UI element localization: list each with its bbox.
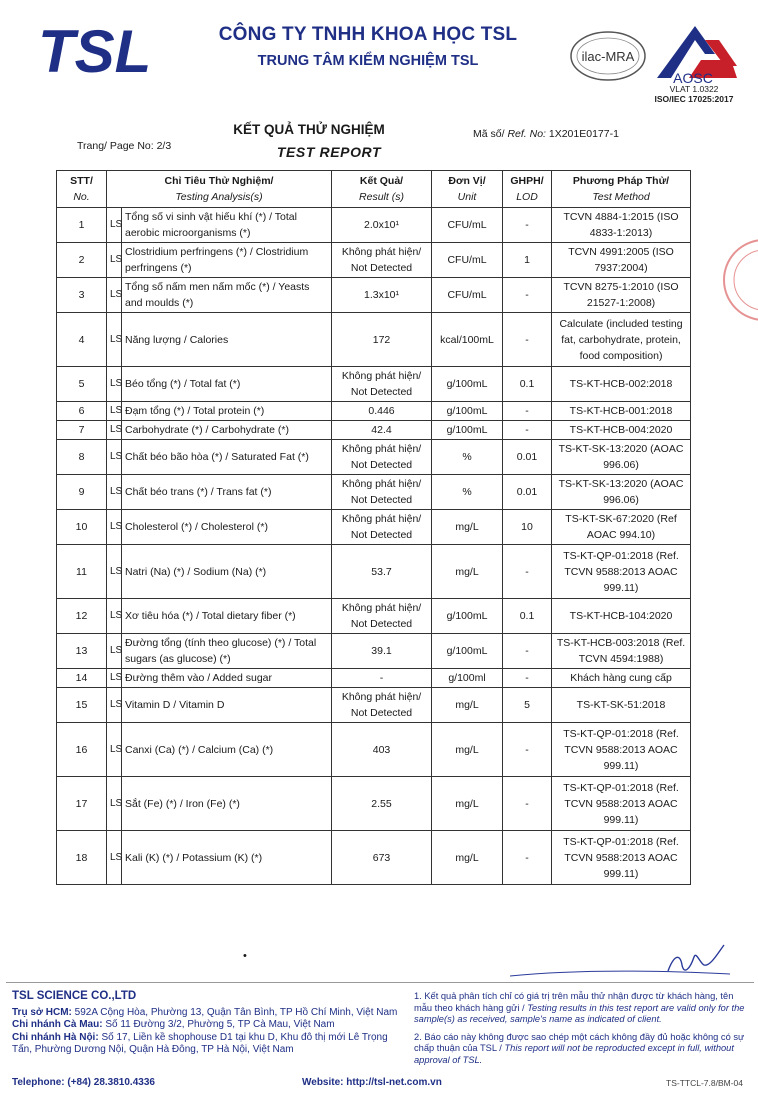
ilac-mra-logo: [568, 30, 648, 82]
unit-value: %: [432, 475, 503, 510]
method-value: Khách hàng cung cấp: [552, 669, 691, 688]
note-2: 2. Báo cáo này không được sao chép một cách không đầy đủ hoặc không có sự chấp thuận của TSL / This report will not be reproducted except in full, without approval of TSL.: [414, 1031, 745, 1065]
header-method: Phương Pháp Thử/ Test Method: [552, 171, 691, 208]
lab-code: LS: [107, 208, 122, 243]
result-value: 673: [332, 831, 432, 885]
unit-value: mg/L: [432, 831, 503, 885]
table-row: [57, 777, 691, 831]
result-value: Không phát hiện/ Not Detected: [332, 510, 432, 545]
report-title-en: TEST REPORT: [276, 144, 382, 160]
table-row: [57, 831, 691, 885]
lod-value: 0.01: [503, 440, 552, 475]
camau-address: Chi nhánh Cà Mau: Số 11 Đường 3/2, Phường 5, TP Cà Mau, Việt Nam: [12, 1019, 335, 1030]
reference-number: Mã số/ Ref. No: 1X201E0177-1: [473, 128, 619, 140]
result-value: 42.4: [332, 421, 432, 440]
lab-code: LS: [107, 831, 122, 885]
row-number: 16: [57, 723, 107, 777]
report-title-vi: KẾT QUẢ THỬ NGHIỆM: [233, 122, 385, 137]
lod-value: -: [503, 634, 552, 669]
analysis-name: Cholesterol (*) / Cholesterol (*): [122, 510, 332, 545]
unit-value: mg/L: [432, 545, 503, 599]
table-row: [57, 421, 691, 440]
method-value: TS-KT-HCB-001:2018: [552, 402, 691, 421]
analysis-name: Kali (K) (*) / Potassium (K) (*): [122, 831, 332, 885]
header-unit: Đơn Vị/ Unit: [432, 171, 503, 208]
lab-code: LS: [107, 510, 122, 545]
table-row: [57, 208, 691, 243]
header-analysis: Chỉ Tiêu Thử Nghiệm/ Testing Analysis(s): [107, 171, 332, 208]
lab-code: LS: [107, 688, 122, 723]
analysis-name: Carbohydrate (*) / Carbohydrate (*): [122, 421, 332, 440]
lod-value: -: [503, 723, 552, 777]
analysis-name: Chất béo trans (*) / Trans fat (*): [122, 475, 332, 510]
row-number: 5: [57, 367, 107, 402]
row-number: 6: [57, 402, 107, 421]
analysis-name: Xơ tiêu hóa (*) / Total dietary fiber (*): [122, 599, 332, 634]
result-value: Không phát hiện/ Not Detected: [332, 599, 432, 634]
unit-value: CFU/mL: [432, 243, 503, 278]
test-results-table: [56, 170, 691, 885]
unit-value: mg/L: [432, 688, 503, 723]
method-value: TCVN 4884-1:2015 (ISO 4833-1:2013): [552, 208, 691, 243]
result-value: -: [332, 669, 432, 688]
website-link[interactable]: Website: http://tsl-net.com.vn: [302, 1077, 442, 1088]
row-number: 3: [57, 278, 107, 313]
table-row: [57, 367, 691, 402]
unit-value: g/100mL: [432, 599, 503, 634]
lod-value: 0.1: [503, 599, 552, 634]
lab-code: LS: [107, 634, 122, 669]
unit-value: g/100mL: [432, 421, 503, 440]
row-number: 10: [57, 510, 107, 545]
lab-code: LS: [107, 243, 122, 278]
result-value: Không phát hiện/ Not Detected: [332, 688, 432, 723]
unit-value: kcal/100mL: [432, 313, 503, 367]
analysis-name: Đạm tổng (*) / Total protein (*): [122, 402, 332, 421]
unit-value: g/100mL: [432, 634, 503, 669]
result-value: 0.446: [332, 402, 432, 421]
tsl-logo: [38, 22, 173, 80]
method-value: TS-KT-SK-13:2020 (AOAC 996.06): [552, 475, 691, 510]
row-number: 18: [57, 831, 107, 885]
table-row: [57, 440, 691, 475]
table-row: [57, 688, 691, 723]
footer-divider: [6, 982, 754, 983]
footer-addresses: [12, 990, 407, 1057]
analysis-name: Tổng số vi sinh vật hiếu khí (*) / Total aerobic microorganisms (*): [122, 208, 332, 243]
analysis-name: Clostridium perfringens (*) / Clostridium perfringens (*): [122, 243, 332, 278]
unit-value: mg/L: [432, 723, 503, 777]
result-value: 1.3x10¹: [332, 278, 432, 313]
ilac-text: ilac-MRA: [581, 49, 635, 64]
row-number: 4: [57, 313, 107, 367]
row-number: 7: [57, 421, 107, 440]
result-value: 2.0x10¹: [332, 208, 432, 243]
method-value: TS-KT-SK-51:2018: [552, 688, 691, 723]
aosc-name: AOSC: [673, 70, 713, 84]
row-number: 17: [57, 777, 107, 831]
lod-value: -: [503, 777, 552, 831]
row-number: 8: [57, 440, 107, 475]
method-value: TS-KT-SK-13:2020 (AOAC 996.06): [552, 440, 691, 475]
lab-code: LS: [107, 545, 122, 599]
table-row: [57, 599, 691, 634]
footer-notes: [414, 991, 754, 1066]
page-number: Trang/ Page No: 2/3: [77, 140, 172, 152]
analysis-name: Sắt (Fe) (*) / Iron (Fe) (*): [122, 777, 332, 831]
row-number: 15: [57, 688, 107, 723]
method-value: TS-KT-QP-01:2018 (Ref. TCVN 9588:2013 AOAC 999.11): [552, 831, 691, 885]
lod-value: 0.01: [503, 475, 552, 510]
lab-code: LS: [107, 599, 122, 634]
method-value: TS-KT-HCB-104:2020: [552, 599, 691, 634]
lab-code: LS: [107, 723, 122, 777]
form-code: TS-TTCL-7.8/BM-04: [666, 1078, 743, 1088]
lab-code: LS: [107, 440, 122, 475]
analysis-name: Đường thêm vào / Added sugar: [122, 669, 332, 688]
lod-value: 1: [503, 243, 552, 278]
lod-value: -: [503, 278, 552, 313]
aosc-triangle-icon: [645, 20, 743, 84]
lab-code: LS: [107, 402, 122, 421]
footer-company: TSL SCIENCE CO.,LTD: [12, 990, 137, 1002]
telephone: Telephone: (+84) 28.3810.4336: [12, 1077, 155, 1088]
unit-value: g/100mL: [432, 367, 503, 402]
method-value: TCVN 4991:2005 (ISO 7937:2004): [552, 243, 691, 278]
signature-underline: [510, 968, 730, 978]
row-number: 9: [57, 475, 107, 510]
unit-value: CFU/mL: [432, 278, 503, 313]
lod-value: -: [503, 313, 552, 367]
method-value: TS-KT-SK-67:2020 (Ref AOAC 994.10): [552, 510, 691, 545]
result-value: 403: [332, 723, 432, 777]
result-value: Không phát hiện/ Not Detected: [332, 367, 432, 402]
note-1: 1. Kết quả phân tích chỉ có giá trị trên mẫu thử nhận được từ khách hàng, tên mẫu theo khách hàng gửi / Testing results in this test report are valid only for the sample(s) as received, sample's name as indicated of client.: [414, 991, 745, 1024]
lab-code: LS: [107, 669, 122, 688]
result-value: 172: [332, 313, 432, 367]
table-header-row: [57, 171, 691, 208]
table-row: [57, 475, 691, 510]
row-number: 2: [57, 243, 107, 278]
aosc-accreditation-logo: [645, 20, 743, 112]
hanoi-address: Chi nhánh Hà Nội: Số 17, Liền kề shophouse D1 tại khu D, Khu đô thị mới Lê Trọng Tấn, Phường Dương Nội, Quận Hà Đông, TP Hà Nội, Việt Nam: [12, 1031, 388, 1055]
row-number: 14: [57, 669, 107, 688]
analysis-name: Chất béo bão hòa (*) / Saturated Fat (*): [122, 440, 332, 475]
lod-value: -: [503, 421, 552, 440]
analysis-name: Béo tổng (*) / Total fat (*): [122, 367, 332, 402]
row-number: 12: [57, 599, 107, 634]
header-lod: GHPH/ LOD: [503, 171, 552, 208]
row-number: 13: [57, 634, 107, 669]
analysis-name: Đường tổng (tính theo glucose) (*) / Total sugars (as glucose) (*): [122, 634, 332, 669]
lod-value: -: [503, 831, 552, 885]
result-value: Không phát hiện/ Not Detected: [332, 475, 432, 510]
unit-value: %: [432, 440, 503, 475]
unit-value: g/100ml: [432, 669, 503, 688]
row-number: 11: [57, 545, 107, 599]
method-value: Calculate (included testing fat, carbohydrate, protein, food composition): [552, 313, 691, 367]
result-value: Không phát hiện/ Not Detected: [332, 243, 432, 278]
company-heading: [198, 24, 538, 69]
table-row: [57, 313, 691, 367]
lab-code: LS: [107, 777, 122, 831]
unit-value: CFU/mL: [432, 208, 503, 243]
lod-value: -: [503, 545, 552, 599]
table-row: [57, 669, 691, 688]
table-row: [57, 545, 691, 599]
result-value: 53.7: [332, 545, 432, 599]
unit-value: g/100mL: [432, 402, 503, 421]
table-row: [57, 510, 691, 545]
analysis-name: Năng lượng / Calories: [122, 313, 332, 367]
method-value: TCVN 8275-1:2010 (ISO 21527-1:2008): [552, 278, 691, 313]
lod-value: 10: [503, 510, 552, 545]
lod-value: -: [503, 669, 552, 688]
analysis-name: Natri (Na) (*) / Sodium (Na) (*): [122, 545, 332, 599]
analysis-name: Vitamin D / Vitamin D: [122, 688, 332, 723]
result-value: 39.1: [332, 634, 432, 669]
row-number: 1: [57, 208, 107, 243]
company-name: CÔNG TY TNHH KHOA HỌC TSL: [218, 24, 518, 45]
unit-value: mg/L: [432, 777, 503, 831]
lod-value: -: [503, 208, 552, 243]
method-value: TS-KT-QP-01:2018 (Ref. TCVN 9588:2013 AOAC 999.11): [552, 777, 691, 831]
lod-value: 0.1: [503, 367, 552, 402]
method-value: TS-KT-HCB-004:2020: [552, 421, 691, 440]
table-row: [57, 243, 691, 278]
unit-value: mg/L: [432, 510, 503, 545]
method-value: TS-KT-HCB-003:2018 (Ref. TCVN 4594:1988): [552, 634, 691, 669]
lab-code: LS: [107, 278, 122, 313]
lab-code: LS: [107, 313, 122, 367]
aosc-code: VLAT 1.0322 ISO/IEC 17025:2017: [654, 84, 734, 104]
center-dot: •: [243, 950, 247, 962]
lod-value: 5: [503, 688, 552, 723]
lab-code: LS: [107, 475, 122, 510]
table-row: [57, 634, 691, 669]
lod-value: -: [503, 402, 552, 421]
hq-address: Trụ sở HCM: 592A Cộng Hòa, Phường 13, Quận Tân Bình, TP Hồ Chí Minh, Việt Nam: [12, 1006, 398, 1018]
method-value: TS-KT-QP-01:2018 (Ref. TCVN 9588:2013 AOAC 999.11): [552, 723, 691, 777]
table-row: [57, 402, 691, 421]
lab-code: LS: [107, 421, 122, 440]
result-value: 2.55: [332, 777, 432, 831]
table-row: [57, 723, 691, 777]
table-row: [57, 278, 691, 313]
method-value: TS-KT-QP-01:2018 (Ref. TCVN 9588:2013 AOAC 999.11): [552, 545, 691, 599]
header-result: Kết Quả/ Result (s): [332, 171, 432, 208]
logo-text: TSL: [38, 22, 152, 80]
analysis-name: Tổng số nấm men nấm mốc (*) / Yeasts and moulds (*): [122, 278, 332, 313]
lab-code: LS: [107, 367, 122, 402]
header-no: STT/ No.: [57, 171, 107, 208]
method-value: TS-KT-HCB-002:2018: [552, 367, 691, 402]
analysis-name: Canxi (Ca) (*) / Calcium (Ca) (*): [122, 723, 332, 777]
result-value: Không phát hiện/ Not Detected: [332, 440, 432, 475]
side-stamp-icon: [722, 210, 758, 360]
center-name: TRUNG TÂM KIỂM NGHIỆM TSL: [257, 53, 479, 69]
